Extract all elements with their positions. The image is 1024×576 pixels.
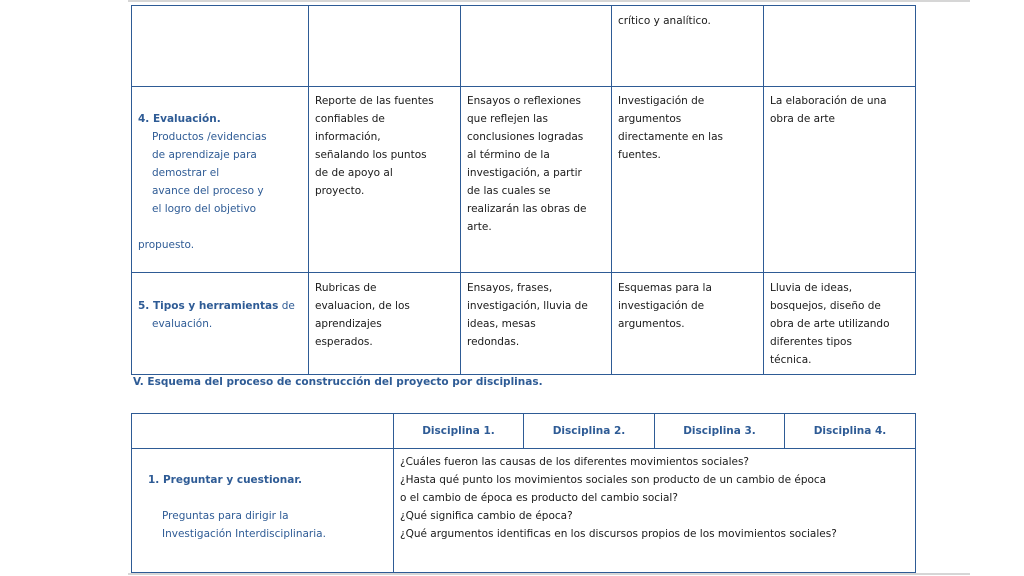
table-row [132, 87, 916, 273]
table-row [132, 273, 916, 375]
row-header-cell [132, 87, 309, 273]
header-disciplina-1: Disciplina 1. [394, 414, 524, 449]
row-description: Preguntas para dirigir la Investigación Interdisciplinaria. [162, 510, 326, 540]
header-disciplina-4: Disciplina 4. [785, 414, 916, 449]
row-description: Productos /evidencias de aprendizaje para demostrar el avance del proceso y el logro del objetivo [152, 131, 267, 215]
questions-cell [394, 449, 916, 573]
section-heading: V. Esquema del proceso de construcción del proyecto por disciplinas. [133, 376, 543, 388]
row-description: evaluación. [152, 318, 213, 330]
question-item: ¿Qué argumentos identificas en los discursos propios de los movimientos sociales? [400, 528, 837, 540]
table-header-row [132, 414, 916, 449]
row-header-cell [132, 6, 309, 87]
table-cell [764, 6, 916, 87]
header-disciplina-3: Disciplina 3. [655, 414, 785, 449]
table-cell: crítico y analítico. [612, 6, 764, 87]
question-item: ¿Cuáles fueron las causas de los diferentes movimientos sociales? [400, 456, 749, 468]
disciplines-table [131, 413, 916, 573]
header-cell-empty [132, 414, 394, 449]
row-title-suffix: de [278, 300, 295, 312]
table-cell: La elaboración de una obra de arte [764, 87, 916, 273]
table-row [132, 6, 916, 87]
row-description-tail: propuesto. [138, 239, 195, 251]
table-cell: Rubricas de evaluacion, de los aprendizajes esperados. [309, 273, 461, 375]
table-cell: Reporte de las fuentes confiables de información, señalando los puntos de de apoyo al proyecto. [309, 87, 461, 273]
table-cell: Investigación de argumentos directamente en las fuentes. [612, 87, 764, 273]
row-title: 5. Tipos y herramientas [138, 300, 279, 312]
table-row [132, 449, 916, 573]
table-cell: Lluvia de ideas, bosquejos, diseño de obra de arte utilizando diferentes tipos técnica. [764, 273, 916, 375]
top-rule [128, 0, 970, 2]
table-cell [309, 6, 461, 87]
row-header-cell [132, 449, 394, 573]
table-cell: Ensayos, frases, investigación, lluvia de ideas, mesas redondas. [461, 273, 612, 375]
header-disciplina-2: Disciplina 2. [524, 414, 655, 449]
bottom-rule [128, 573, 970, 575]
question-item: ¿Hasta qué punto los movimientos sociales son producto de un cambio de época o el cambio de época es producto del cambio social? [400, 474, 827, 504]
row-title: 4. Evaluación. [138, 113, 221, 125]
row-header-cell [132, 273, 309, 375]
question-item: ¿Qué significa cambio de época? [400, 510, 573, 522]
evaluation-table [131, 5, 916, 375]
table-cell: Esquemas para la investigación de argumentos. [612, 273, 764, 375]
row-title: 1. Preguntar y cuestionar. [148, 474, 302, 486]
table-cell: Ensayos o reflexiones que reflejen las conclusiones logradas al término de la investigación, a partir de las cuales se realizarán las obras de arte. [461, 87, 612, 273]
table-cell [461, 6, 612, 87]
